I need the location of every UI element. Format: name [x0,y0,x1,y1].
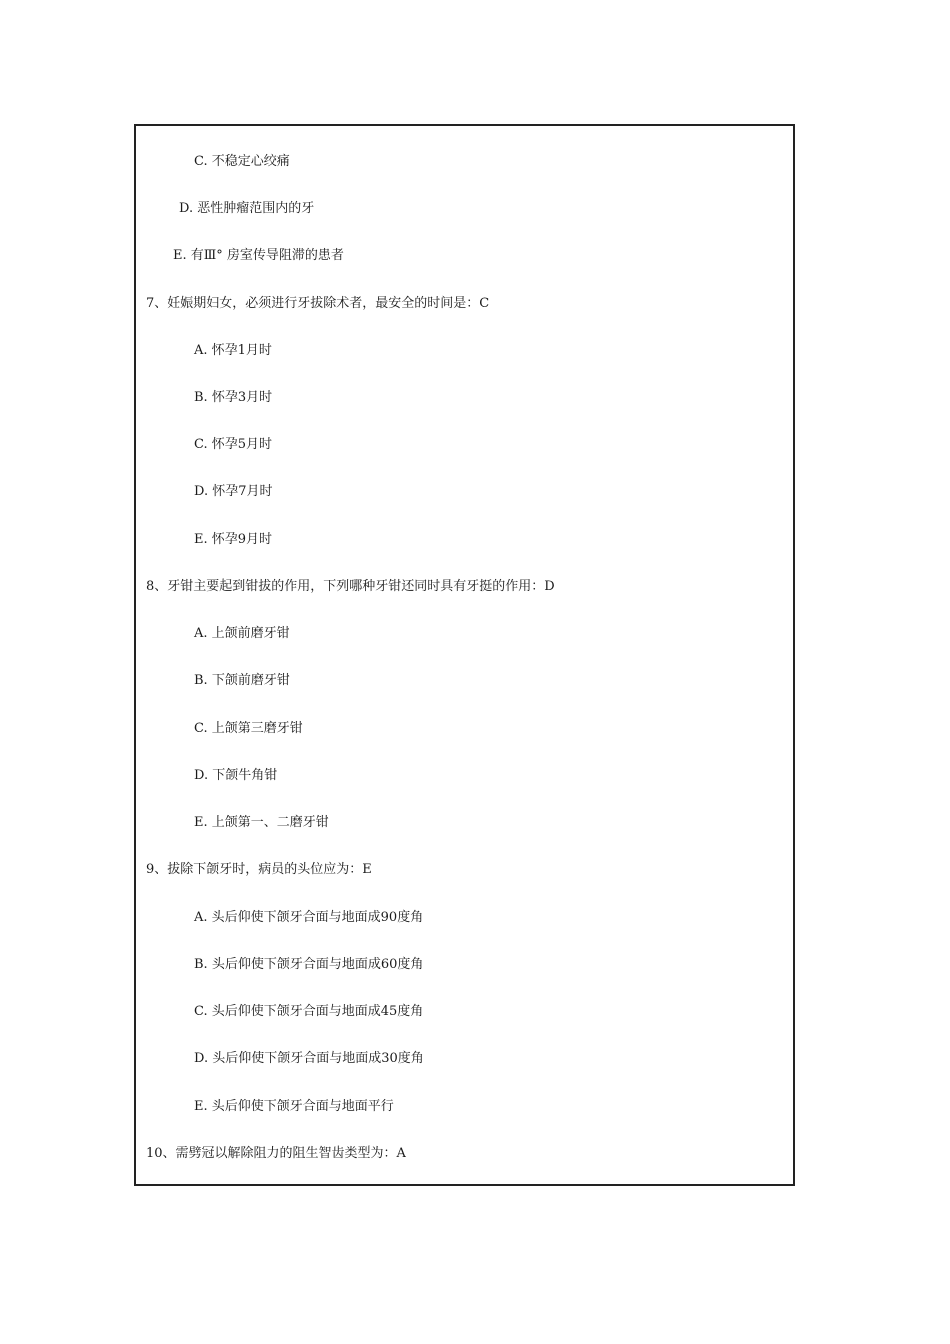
option-line: B. 怀孕3月时 [194,390,273,405]
option-line: C. 怀孕5月时 [194,437,273,452]
option-line: D. 下颌牛角钳 [194,768,278,783]
option-line: E. 头后仰使下颌牙合面与地面平行 [194,1099,394,1114]
option-line: C. 上颌第三磨牙钳 [194,721,303,736]
option-line: C. 不稳定心绞痛 [194,154,290,169]
option-line: D. 头后仰使下颌牙合面与地面成30度角 [194,1051,424,1066]
option-line: A. 怀孕1月时 [194,343,272,358]
document-frame [134,124,795,1186]
option-line: E. 上颌第一、二磨牙钳 [194,815,329,830]
option-line: B. 下颌前磨牙钳 [194,673,290,688]
option-line: A. 头后仰使下颌牙合面与地面成90度角 [194,910,424,925]
option-line: C. 头后仰使下颌牙合面与地面成45度角 [194,1004,424,1019]
option-line: E. 怀孕9月时 [194,532,273,547]
option-line: D. 怀孕7月时 [194,484,273,499]
question-line: 9、拔除下颌牙时，病员的头位应为：E [146,862,372,877]
question-line: 8、牙钳主要起到钳拔的作用，下列哪种牙钳还同时具有牙挺的作用：D [146,579,555,594]
question-line: 10、需劈冠以解除阻力的阻生智齿类型为：A [146,1146,406,1161]
option-line: B. 头后仰使下颌牙合面与地面成60度角 [194,957,424,972]
question-line: 7、妊娠期妇女，必须进行牙拔除术者，最安全的时间是：C [146,296,490,311]
option-line: A. 上颌前磨牙钳 [194,626,290,641]
option-line: D. 恶性肿瘤范围内的牙 [179,201,315,216]
option-line: E. 有Ⅲ° 房室传导阻滞的患者 [173,248,344,263]
